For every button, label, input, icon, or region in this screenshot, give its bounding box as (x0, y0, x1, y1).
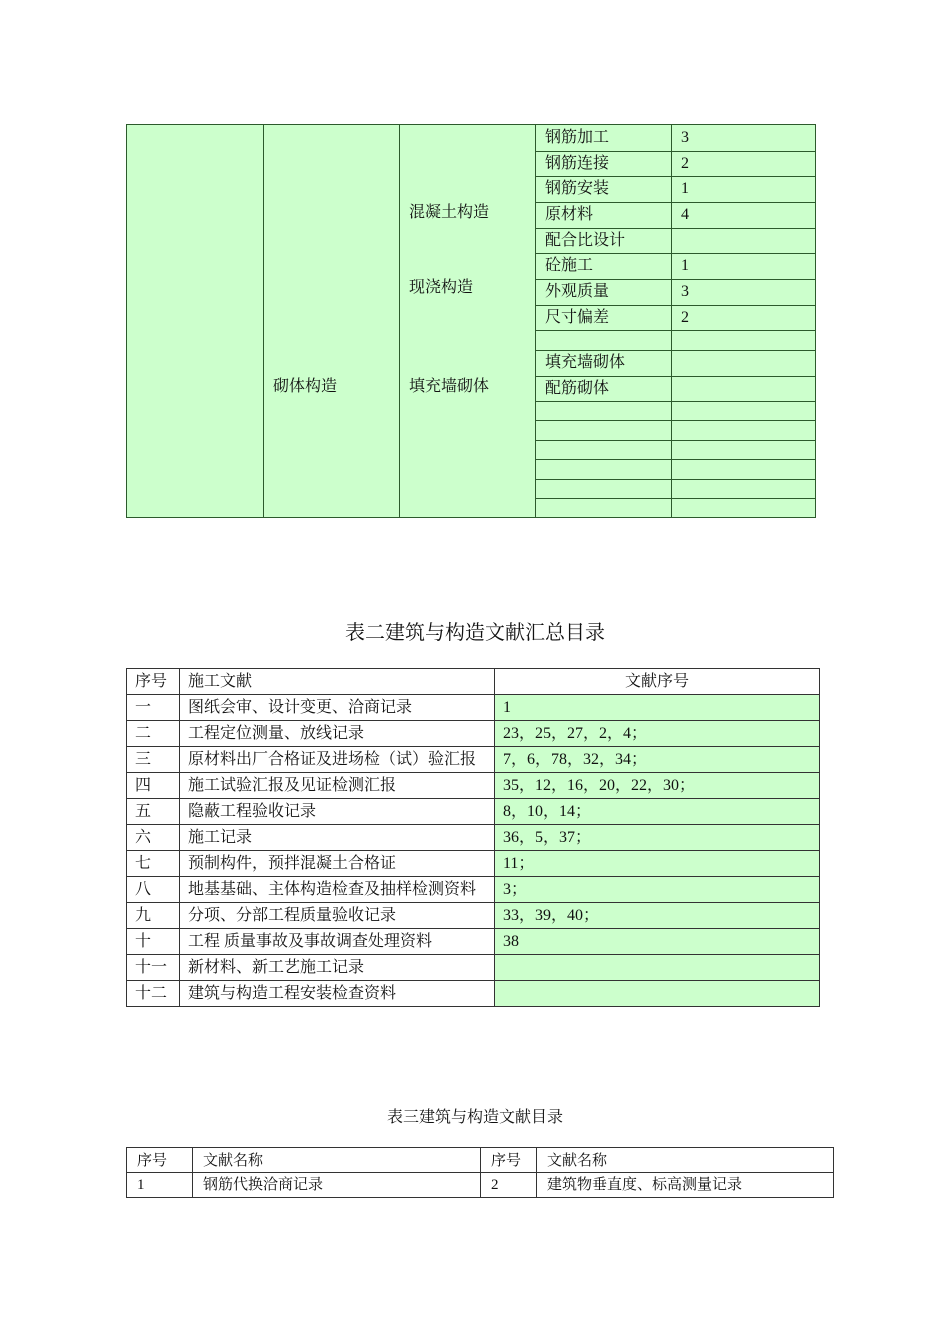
header-no: 序号 (127, 1148, 193, 1173)
cell-ref: 3； (495, 877, 820, 903)
infill-wall-label: 填充墙砌体 (409, 378, 490, 395)
inspection-count: 1 (681, 180, 689, 197)
column-divider (399, 125, 400, 517)
document-summary-table (126, 668, 820, 1007)
cast-in-place-label: 现浇构造 (409, 279, 474, 296)
cell-doc: 原材料出厂合格证及进场检（试）验汇报 (180, 747, 495, 773)
cell-doc: 施工试验汇报及见证检测汇报 (180, 773, 495, 799)
cell-ref: 35，12，16，20，22，30； (495, 773, 820, 799)
table-row (127, 1173, 834, 1198)
row-divider (535, 228, 815, 229)
cell-doc: 分项、分部工程质量验收记录 (180, 903, 495, 929)
cell-no: 1 (127, 1173, 193, 1198)
table3-title: 表三建筑与构造文献目录 (386, 1109, 563, 1126)
cell-ref: 1 (495, 695, 820, 721)
inspection-item: 原材料 (545, 206, 594, 223)
cell-no: 四 (127, 773, 180, 799)
inspection-count: 2 (681, 155, 689, 172)
row-divider (535, 420, 815, 421)
table-row (127, 695, 820, 721)
column-divider (263, 125, 264, 517)
cell-doc: 图纸会审、设计变更、洽商记录 (180, 695, 495, 721)
row-divider (535, 401, 815, 402)
structure-table (126, 124, 816, 518)
table2-title: 表二建筑与构造文献汇总目录 (345, 620, 605, 644)
cell-ref (495, 981, 820, 1007)
cell-doc: 预制构件，预拌混凝土合格证 (180, 851, 495, 877)
inspection-item: 尺寸偏差 (545, 309, 610, 326)
cell-no: 三 (127, 747, 180, 773)
document-list-table (126, 1147, 834, 1198)
row-divider (535, 376, 815, 377)
header-no: 序号 (127, 669, 180, 695)
inspection-count: 3 (681, 283, 689, 300)
cell-doc: 工程定位测量、放线记录 (180, 721, 495, 747)
cell-ref: 8，10，14； (495, 799, 820, 825)
cell-doc: 施工记录 (180, 825, 495, 851)
header-name: 文献名称 (537, 1148, 834, 1173)
inspection-count: 3 (681, 129, 689, 146)
cell-doc: 地基基础、主体构造检查及抽样检测资料 (180, 877, 495, 903)
cell-ref: 11； (495, 851, 820, 877)
row-divider (535, 176, 815, 177)
inspection-item: 钢筋加工 (545, 129, 610, 146)
row-divider (535, 305, 815, 306)
cell-no: 六 (127, 825, 180, 851)
inspection-item: 配筋砌体 (545, 380, 610, 397)
row-divider (535, 440, 815, 441)
inspection-item: 填充墙砌体 (545, 354, 626, 371)
row-divider (535, 330, 815, 331)
table-row (127, 929, 820, 955)
cell-name: 钢筋代换洽商记录 (193, 1173, 481, 1198)
cell-ref: 36，5，37； (495, 825, 820, 851)
cell-ref: 38 (495, 929, 820, 955)
cell-no: 五 (127, 799, 180, 825)
table-row (127, 851, 820, 877)
table-row (127, 955, 820, 981)
header-ref: 文献序号 (495, 669, 820, 695)
cell-no: 十二 (127, 981, 180, 1007)
cell-no: 七 (127, 851, 180, 877)
cell-no: 九 (127, 903, 180, 929)
table-header-row (127, 1148, 834, 1173)
table-row (127, 721, 820, 747)
cell-doc: 隐蔽工程验收记录 (180, 799, 495, 825)
row-divider (535, 202, 815, 203)
cell-ref: 33，39，40； (495, 903, 820, 929)
table-header-row (127, 669, 820, 695)
header-no: 序号 (481, 1148, 537, 1173)
row-divider (535, 279, 815, 280)
table-row (127, 799, 820, 825)
cell-no: 一 (127, 695, 180, 721)
cell-no: 十一 (127, 955, 180, 981)
row-divider (535, 498, 815, 499)
cell-no: 二 (127, 721, 180, 747)
row-divider (535, 350, 815, 351)
cell-no: 2 (481, 1173, 537, 1198)
inspection-item: 砼施工 (545, 257, 594, 274)
masonry-structure-label: 砌体构造 (273, 378, 338, 395)
table-row (127, 747, 820, 773)
cell-ref (495, 955, 820, 981)
inspection-count: 1 (681, 257, 689, 274)
inspection-item: 外观质量 (545, 283, 610, 300)
inspection-item: 配合比设计 (545, 232, 626, 249)
cell-ref: 23，25，27，2，4； (495, 721, 820, 747)
table-row (127, 903, 820, 929)
table-row (127, 877, 820, 903)
inspection-item: 钢筋连接 (545, 155, 610, 172)
inspection-item: 钢筋安装 (545, 180, 610, 197)
cell-no: 八 (127, 877, 180, 903)
cell-name: 建筑物垂直度、标高测量记录 (537, 1173, 834, 1198)
cell-ref: 7，6，78，32，34； (495, 747, 820, 773)
header-doc: 施工文献 (180, 669, 495, 695)
row-divider (535, 459, 815, 460)
concrete-structure-label: 混凝土构造 (409, 204, 490, 221)
inspection-count: 4 (681, 206, 689, 223)
cell-doc: 新材料、新工艺施工记录 (180, 955, 495, 981)
row-divider (535, 151, 815, 152)
cell-doc: 建筑与构造工程安装检查资料 (180, 981, 495, 1007)
cell-doc: 工程 质量事故及事故调查处理资料 (180, 929, 495, 955)
table-row (127, 773, 820, 799)
row-divider (535, 253, 815, 254)
table-row (127, 825, 820, 851)
header-name: 文献名称 (193, 1148, 481, 1173)
inspection-count: 2 (681, 309, 689, 326)
cell-no: 十 (127, 929, 180, 955)
table-row (127, 981, 820, 1007)
row-divider (535, 479, 815, 480)
